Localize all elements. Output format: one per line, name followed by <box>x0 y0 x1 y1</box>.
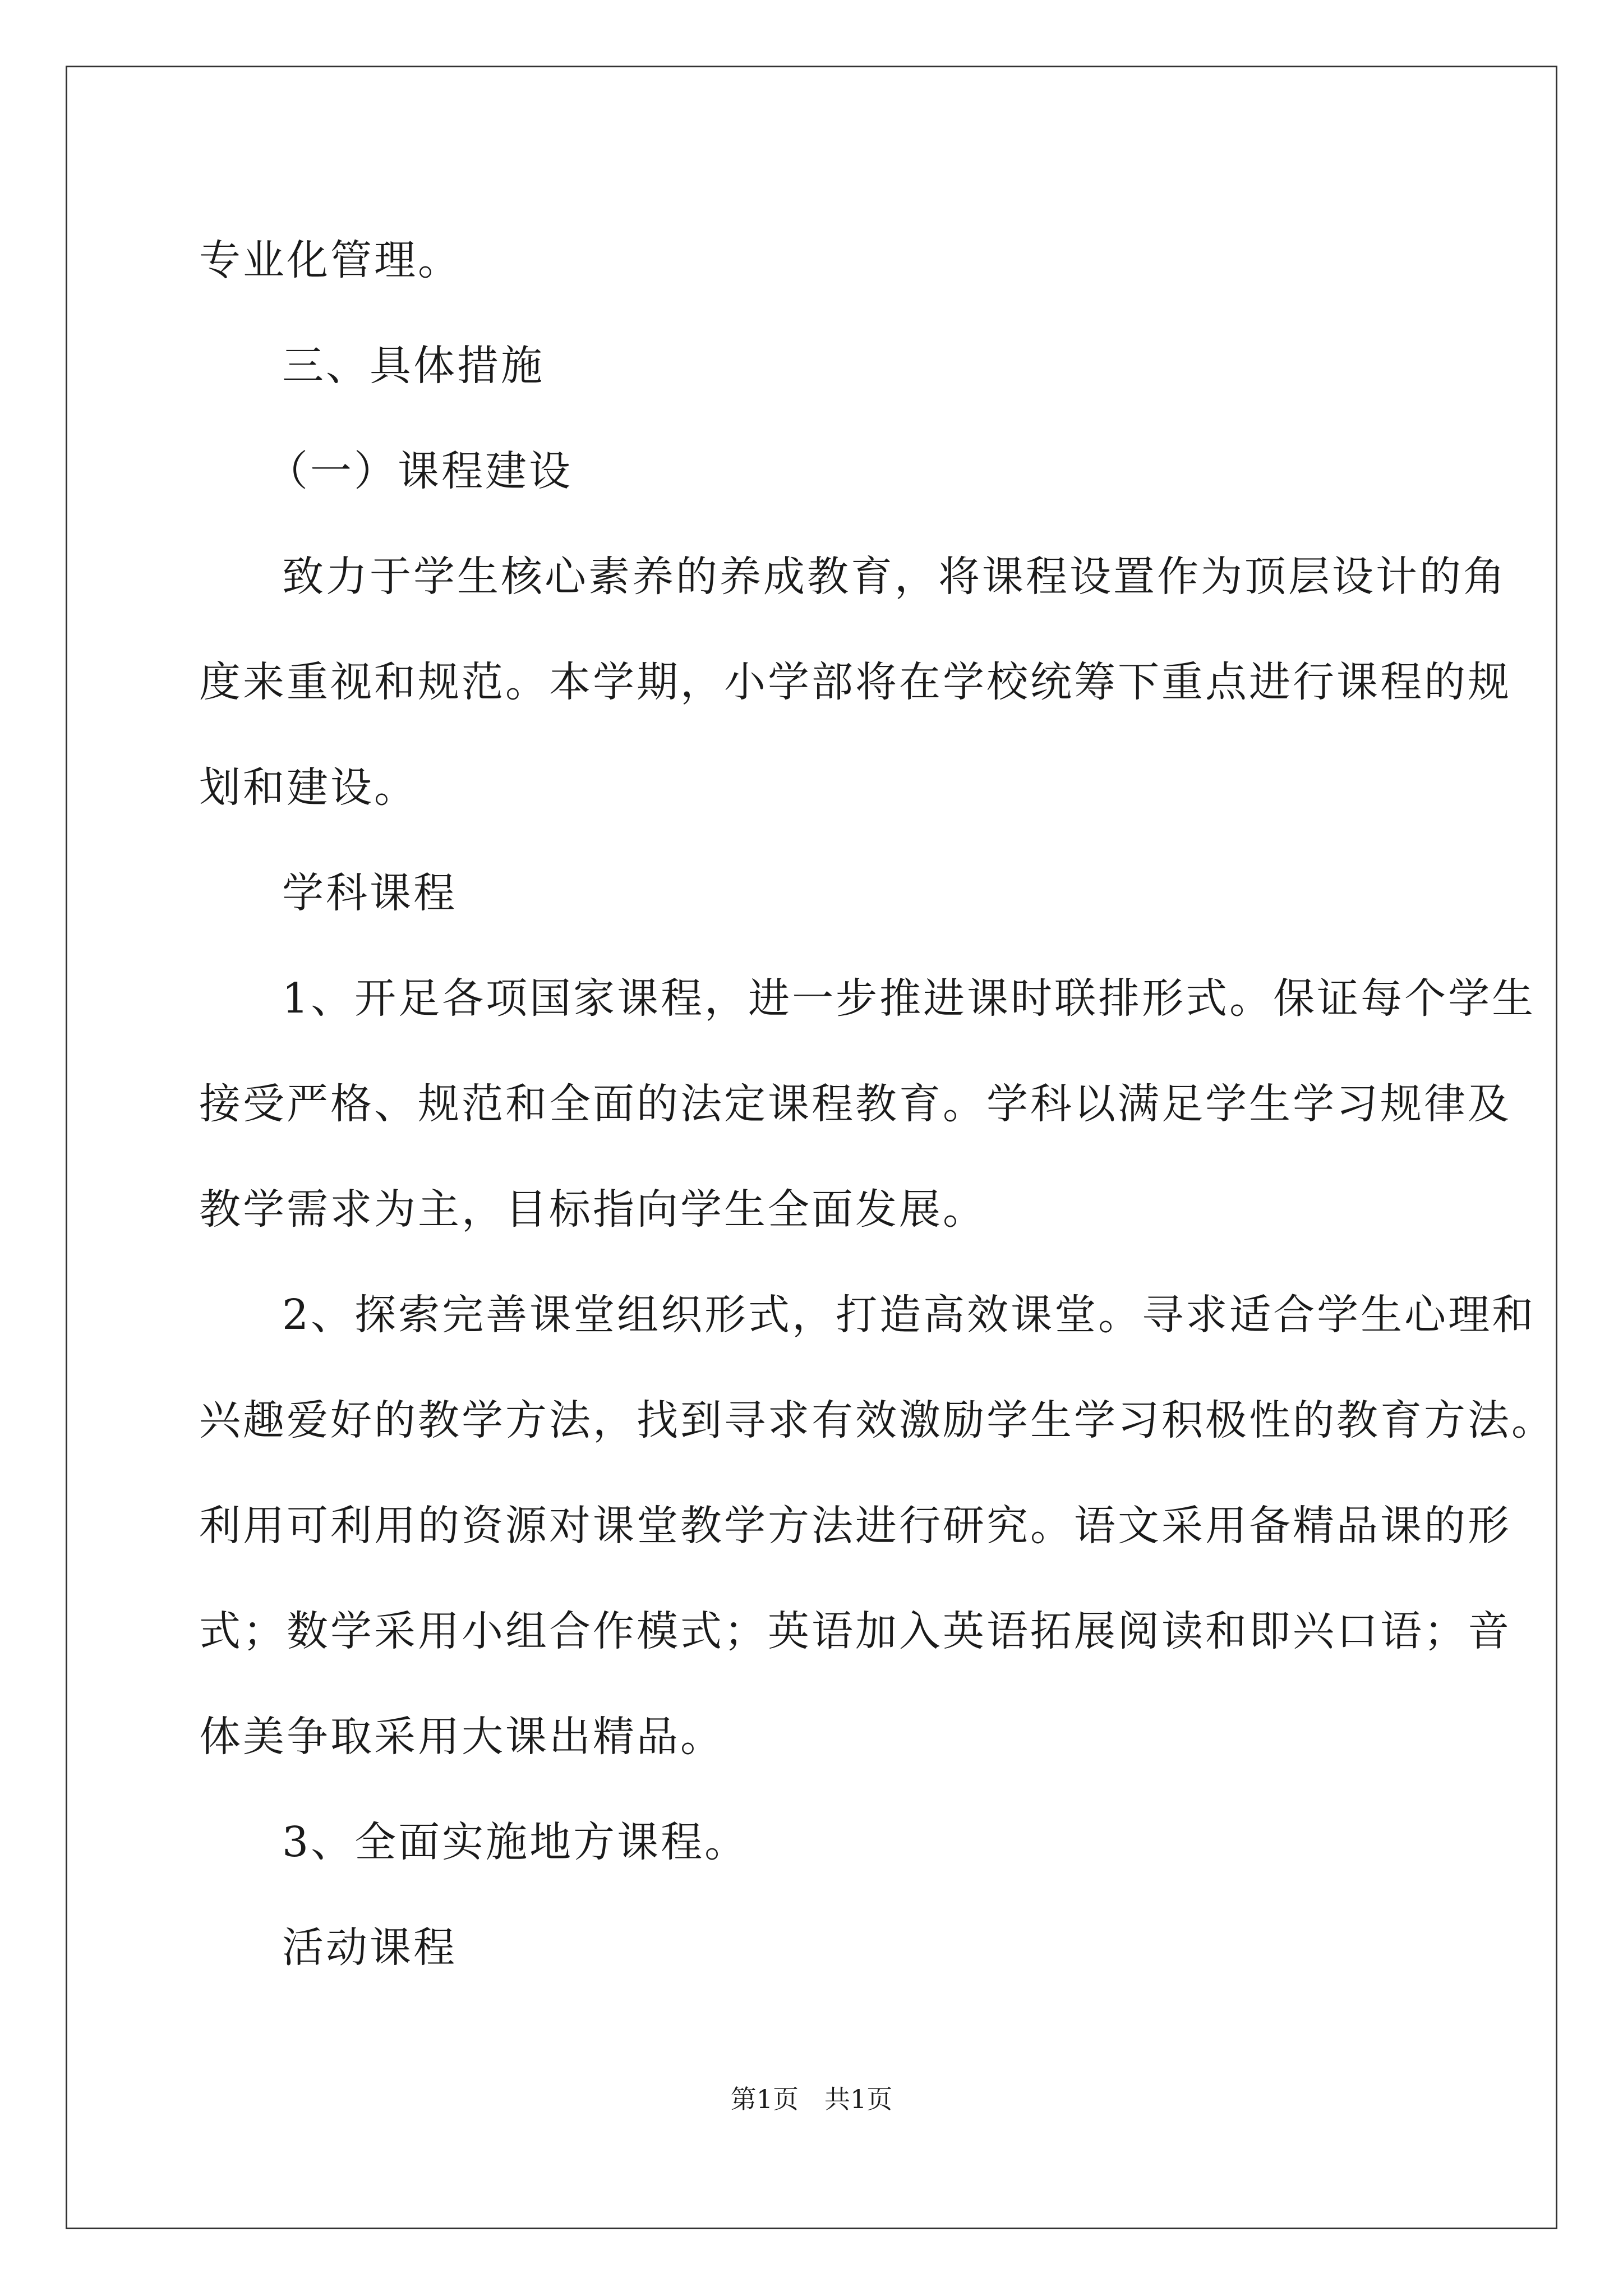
section-heading <box>199 313 1433 418</box>
text-line: 1、开足各项国家课程，进一步推进课时联排形式。保证每个学生 <box>282 974 1536 1023</box>
text-line: 专业化管理。 <box>199 236 462 284</box>
page-number: 第1页 <box>730 2084 799 2114</box>
activity-course-heading <box>199 1895 1433 2000</box>
paragraph-item-1 <box>199 946 1536 1262</box>
text-line: 2、探索完善课堂组织形式，打造高效课堂。寻求适合学生心理和 <box>282 1291 1536 1339</box>
page-footer <box>0 2082 1623 2116</box>
text-line: 利用可利用的资源对课堂教学方法进行研究。语文采用备精品课的形 <box>199 1502 1511 1550</box>
page-total: 共1页 <box>824 2084 893 2114</box>
subject-course-heading <box>199 840 1433 946</box>
text-line: 兴趣爱好的教学方法，找到寻求有效激励学生学习积极性的教育方法。 <box>199 1396 1555 1444</box>
paragraph-item-2 <box>199 1262 1555 1789</box>
paragraph-course-intro <box>199 524 1511 840</box>
paragraph-continuation <box>199 208 1433 313</box>
text-line: 划和建设。 <box>199 763 418 812</box>
text-line: 致力于学生核心素养的养成教育，将课程设置作为顶层设计的角 <box>282 553 1507 601</box>
text-line: 教学需求为主，目标指向学生全面发展。 <box>199 1185 986 1234</box>
document-body <box>199 208 1555 2000</box>
text-line: 度来重视和规范。本学期，小学部将在学校统筹下重点进行课程的规 <box>199 658 1511 706</box>
text-line: 接受严格、规范和全面的法定课程教育。学科以满足学生学习规律及 <box>199 1080 1511 1128</box>
text-line: 学科课程 <box>282 869 457 917</box>
paragraph-item-3 <box>199 1789 1433 1895</box>
text-line: 三、具体措施 <box>282 342 545 390</box>
text-line: （一）课程建设 <box>266 447 573 495</box>
text-line: 体美争取采用大课出精品。 <box>199 1713 724 1761</box>
text-line: 3、全面实施地方课程。 <box>282 1818 749 1866</box>
subsection-heading <box>199 418 1433 524</box>
text-line: 活动课程 <box>282 1924 457 1972</box>
text-line: 式；数学采用小组合作模式；英语加入英语拓展阅读和即兴口语；音 <box>199 1607 1511 1655</box>
